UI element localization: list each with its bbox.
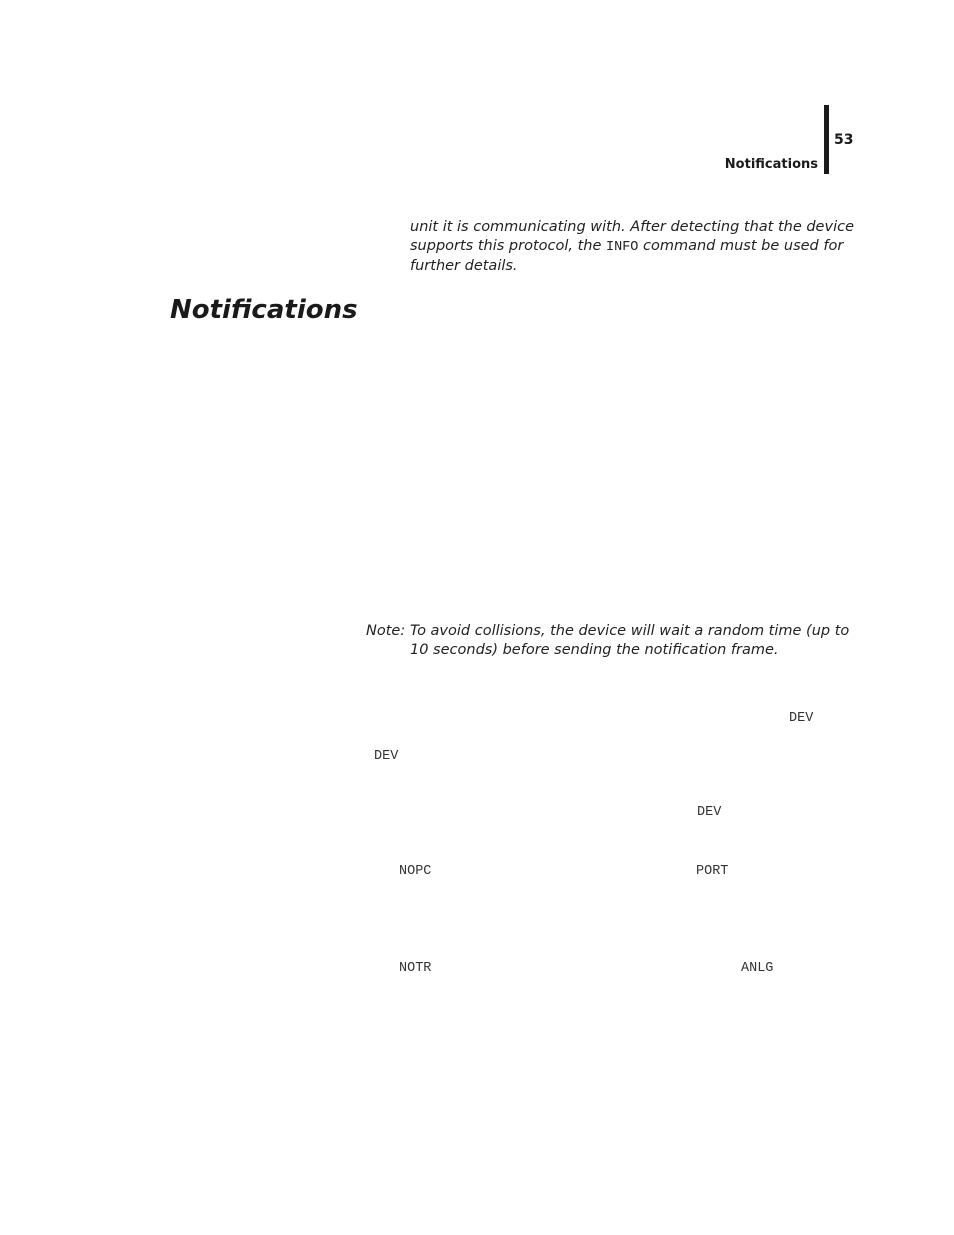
code-token-nopc: NOPC [399,864,432,879]
header-rule [824,105,829,174]
code-token-port: PORT [696,864,729,879]
code-token-dev: DEV [789,711,814,726]
note-line-1: To avoid collisions, the device will wait a random time (up to [410,623,850,639]
intro-line-3: further details. [410,258,518,274]
intro-line-2-end: command must be used for [638,238,844,254]
page-number: 53 [834,132,854,148]
code-token-dev: DEV [697,805,722,820]
intro-line-2 [410,237,844,257]
intro-line-2-start: supports this protocol, the [410,238,606,254]
code-token-anlg: ANLG [741,961,774,976]
note-line-2: 10 seconds) before sending the notification frame. [410,642,779,658]
code-token-dev: DEV [374,749,399,764]
intro-line-1: unit it is communicating with. After detecting that the device [410,219,854,235]
note-label: Note: [366,623,406,639]
intro-paragraph [410,218,854,276]
info-command-code: INFO [606,240,639,255]
running-header: Notifications [724,157,818,172]
code-token-notr: NOTR [399,961,432,976]
section-title: Notifications [170,295,358,325]
